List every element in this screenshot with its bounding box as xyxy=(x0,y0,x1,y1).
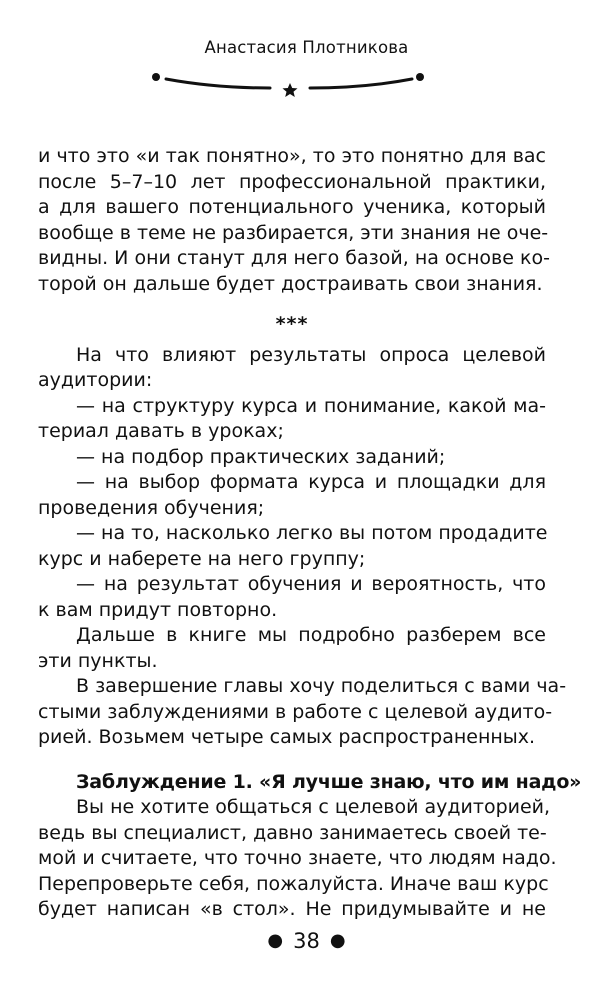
page-number: 38 xyxy=(293,929,320,953)
text-line: рией. Возьмем четыре самых распространенных. xyxy=(38,726,536,748)
text-line: На что влияют результаты опроса целевой xyxy=(76,343,546,366)
list-item: — на подбор практических заданий; xyxy=(76,445,446,468)
bullet-dot-icon: ● xyxy=(267,930,284,951)
header-ornament xyxy=(0,66,613,106)
ornament-right-dot xyxy=(416,73,424,81)
section-heading: Заблуждение 1. «Я лучше знаю, что им надо» xyxy=(76,770,582,793)
text-line: стыми заблуждениями в работе с целевой аудито- xyxy=(38,700,553,723)
text-line: после 5–7–10 лет профессиональной практики, xyxy=(38,170,546,193)
page-footer xyxy=(0,929,613,953)
text-line: ведь вы специалист, давно занимаетесь своей те- xyxy=(38,821,547,844)
ornament-left-dot xyxy=(152,73,160,81)
text-line: видны. И они станут для него базой, на основе ко- xyxy=(38,247,550,269)
list-item: териал давать в уроках; xyxy=(38,420,284,442)
text-line: эти пункты. xyxy=(38,649,158,672)
text-line: мой и считаете, что точно знаете, что людям надо. xyxy=(38,847,557,869)
text-line: вообще в теме не разбирается, эти знания не оче- xyxy=(38,221,549,244)
bullet-dot-icon: ● xyxy=(329,930,346,951)
ornament-right-swoosh xyxy=(310,79,412,88)
list-item: — на структуру курса и понимание, какой ма- xyxy=(76,394,546,417)
text-line: Перепроверьте себя, пожалуйста. Иначе ваш курс xyxy=(38,872,549,895)
text-line: Дальше в книге мы подробно разберем все xyxy=(76,624,546,646)
ornament-star-icon xyxy=(283,83,298,97)
text-line: В завершение главы хочу поделиться с вами ча- xyxy=(76,675,567,697)
paragraph-5 xyxy=(38,795,557,923)
list-item: к вам придут повторно. xyxy=(38,598,278,621)
list-item: — на результат обучения и вероятность, что xyxy=(76,573,546,595)
text-line: будет написан «в стол». Не придумывайте и не xyxy=(38,898,546,920)
paragraph-4 xyxy=(38,674,567,751)
text-line: и что это «и так понятно», то это понятно для вас xyxy=(38,145,546,167)
list-item: — на то, насколько легко вы потом продадите xyxy=(76,522,548,544)
text-line: а для вашего потенциального ученика, который xyxy=(38,196,546,218)
ornament-left-swoosh xyxy=(166,79,270,88)
influence-list xyxy=(38,394,546,624)
running-header-author: Анастасия Плотникова xyxy=(204,38,409,57)
text-line: аудитории: xyxy=(38,369,153,391)
text-line: торой он дальше будет достраивать свои знания. xyxy=(38,272,543,295)
list-item: курс и наберете на него группу; xyxy=(38,547,366,570)
page-body xyxy=(38,144,582,923)
list-item: — на выбор формата курса и площадки для xyxy=(76,471,546,493)
paragraph-2 xyxy=(38,343,546,394)
paragraph-1 xyxy=(38,144,550,297)
list-item: проведения обучения; xyxy=(38,496,265,519)
section-separator: *** xyxy=(275,313,309,335)
text-line: Вы не хотите общаться с целевой аудиторией, xyxy=(76,796,551,818)
paragraph-3 xyxy=(38,623,546,674)
